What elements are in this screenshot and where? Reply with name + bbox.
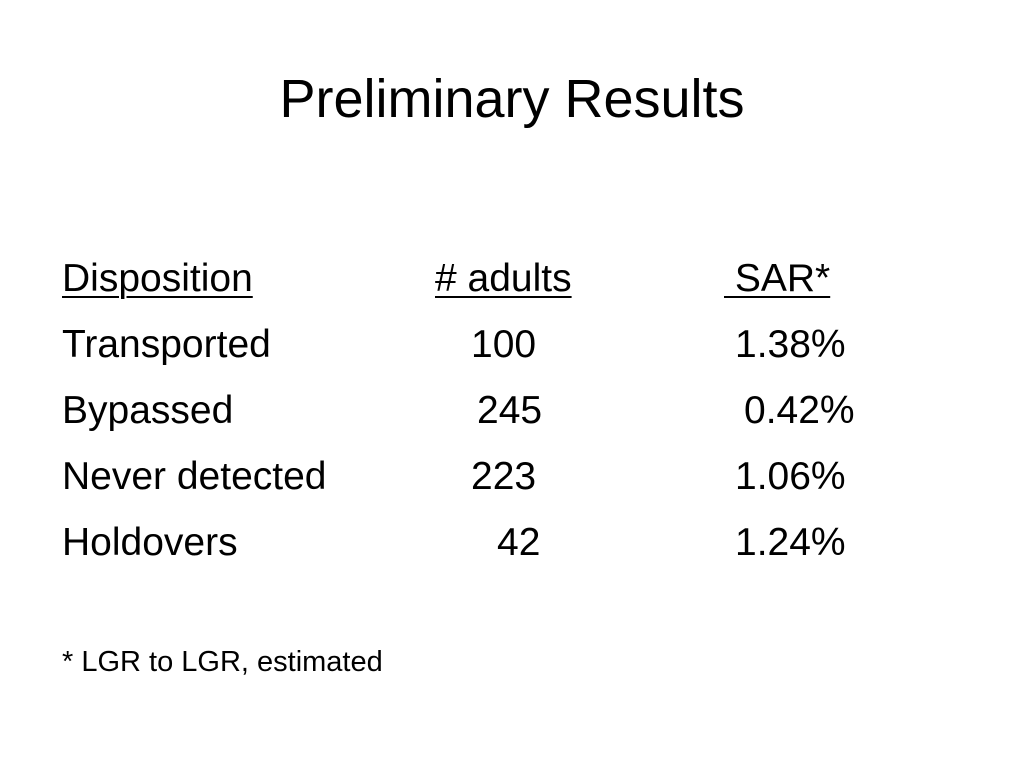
row-holdovers-disposition: Holdovers — [62, 521, 238, 564]
row-bypassed-sar: 0.42% — [744, 389, 855, 432]
row-never-detected-adults: 223 — [471, 455, 537, 498]
row-bypassed-disposition: Bypassed — [62, 389, 234, 432]
header-adults: # adults — [435, 257, 572, 300]
row-never-detected-disposition: Never detected — [62, 455, 327, 498]
row-transported-disposition: Transported — [62, 323, 271, 366]
header-disposition: Disposition — [62, 257, 253, 300]
footnote: * LGR to LGR, estimated — [62, 646, 383, 678]
header-sar: SAR* — [724, 257, 831, 300]
slide-title: Preliminary Results — [279, 69, 745, 129]
row-transported-sar: 1.38% — [735, 323, 846, 366]
row-transported-adults: 100 — [471, 323, 537, 366]
row-never-detected-sar: 1.06% — [735, 455, 846, 498]
row-bypassed-adults: 245 — [477, 389, 543, 432]
row-holdovers-sar: 1.24% — [735, 521, 846, 564]
row-holdovers-adults: 42 — [497, 521, 541, 564]
